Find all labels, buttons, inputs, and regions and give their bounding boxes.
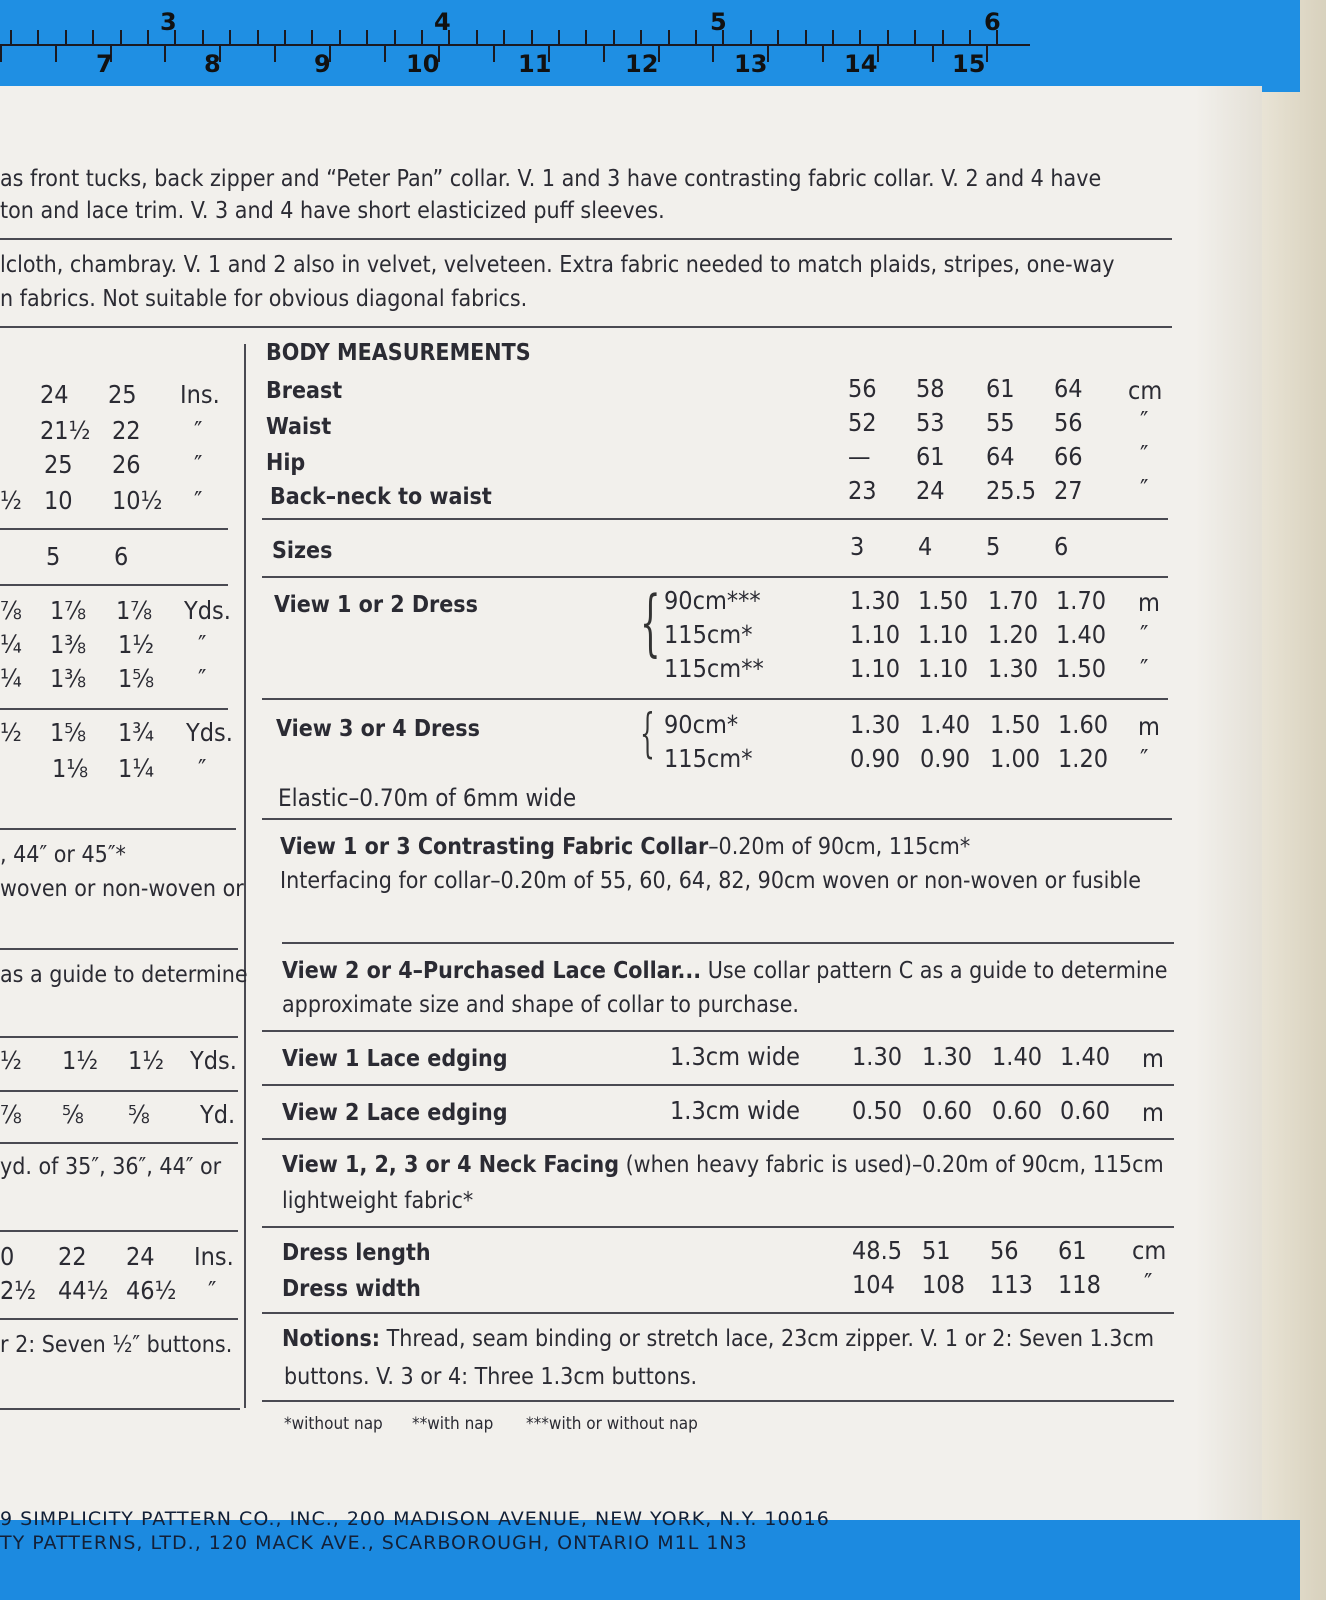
ruler-tick xyxy=(887,30,889,44)
fabric-width: 90cm*** xyxy=(664,586,761,615)
imperial-waist-6: 22 xyxy=(112,416,141,445)
unit-cm: cm xyxy=(1132,1236,1167,1265)
ruler-cm-8: 8 xyxy=(204,50,221,78)
unit-m: m xyxy=(1142,1098,1164,1127)
ruler-inch-4: 4 xyxy=(434,8,451,36)
brace: { xyxy=(640,580,661,664)
ruler-tick xyxy=(805,30,807,44)
ruler-tick-cm xyxy=(384,46,386,62)
ruler-tick xyxy=(65,30,67,44)
imperial-breast-5: 24 xyxy=(40,380,69,409)
imperial-v34-val: 1¾ xyxy=(118,718,155,747)
lace-edging-1-label: View 1 Lace edging xyxy=(282,1046,508,1072)
yardage-value: 1.50 xyxy=(990,710,1041,739)
ruler-tick xyxy=(777,30,779,44)
imperial-collar-line-1: , 44″ or 45″* xyxy=(0,842,126,868)
fabric-width: 90cm* xyxy=(664,710,739,739)
neck-facing-line xyxy=(282,1152,1164,1178)
footnote-with-or-without-nap: ***with or without nap xyxy=(526,1414,698,1434)
divider xyxy=(262,1312,1174,1314)
divider xyxy=(262,518,1168,520)
ruler-tick xyxy=(339,30,341,44)
imperial-lace1-val: 1½ xyxy=(62,1046,99,1075)
ditto-mark: ″ xyxy=(194,450,203,479)
divider xyxy=(262,1138,1174,1140)
imperial-breast-6: 25 xyxy=(108,380,137,409)
ruler-tick xyxy=(613,30,615,44)
imperial-lace2-val: ⅝ xyxy=(62,1100,84,1129)
lace-collar-line xyxy=(282,958,1167,984)
imperial-v34-val: ½ xyxy=(0,718,22,747)
collar-label: View 1 or 3 Contrasting Fabric Collar xyxy=(280,834,709,860)
imperial-lace-collar: as a guide to determine xyxy=(0,962,248,988)
publisher-footer xyxy=(0,1508,1300,1600)
imperial-width-val: 44½ xyxy=(58,1276,109,1305)
waist-size-4: 53 xyxy=(916,408,945,437)
width-value: 118 xyxy=(1058,1270,1101,1299)
ruler-cm-9: 9 xyxy=(314,50,331,78)
width-value: 113 xyxy=(990,1270,1033,1299)
breast-size-4: 58 xyxy=(916,374,945,403)
collar-yardage: –0.20m of 90cm, 115cm* xyxy=(708,834,971,860)
imperial-v12-val: ⅞ xyxy=(0,596,22,625)
yardage-value: 1.40 xyxy=(920,710,971,739)
yardage-value: 1.10 xyxy=(850,620,901,649)
divider xyxy=(0,828,236,830)
hip-size-3: — xyxy=(848,442,871,471)
lace-collar-line-2: approximate size and shape of collar to purchase. xyxy=(282,992,800,1018)
yardage-value: 1.60 xyxy=(1058,710,1109,739)
yardage-value: 1.20 xyxy=(988,620,1039,649)
yardage-value: 0.90 xyxy=(920,744,971,773)
divider xyxy=(0,1230,238,1232)
yardage-value: 1.70 xyxy=(988,586,1039,615)
imperial-width-val: 46½ xyxy=(126,1276,177,1305)
divider xyxy=(0,1090,238,1092)
waist-size-5: 55 xyxy=(986,408,1015,437)
imperial-unit: Yd. xyxy=(200,1100,236,1129)
ditto-mark: ″ xyxy=(1140,440,1149,469)
lace-edging-2-label: View 2 Lace edging xyxy=(282,1100,508,1126)
view34-dress-label: View 3 or 4 Dress xyxy=(276,716,480,742)
imperial-v12-val: ¼ xyxy=(0,664,22,693)
yardage-value: 1.40 xyxy=(992,1042,1043,1071)
ruler-tick xyxy=(942,30,944,44)
yardage-value: 1.50 xyxy=(918,586,969,615)
brace: { xyxy=(640,704,655,764)
ruler-tick xyxy=(832,30,834,44)
fabric-width: 115cm* xyxy=(664,744,753,773)
notions-line xyxy=(282,1326,1154,1352)
column-divider xyxy=(244,344,246,1408)
yardage-value: 1.00 xyxy=(990,744,1041,773)
size-4: 4 xyxy=(918,532,933,561)
yardage-value: 0.60 xyxy=(992,1096,1043,1125)
breast-size-6: 64 xyxy=(1054,374,1083,403)
imperial-unit: Yds. xyxy=(184,596,231,625)
imperial-v12-val: 1⅝ xyxy=(118,664,155,693)
ruler-cm-14: 14 xyxy=(844,50,878,78)
unit-cm: cm xyxy=(1128,376,1163,405)
imperial-v34-val: 1⅝ xyxy=(50,718,87,747)
back-size-4: 24 xyxy=(916,476,945,505)
unit-m: m xyxy=(1138,588,1160,617)
ruler-tick-cm xyxy=(767,46,769,62)
ruler-tick-cm xyxy=(986,46,988,62)
imperial-length-val: 0 xyxy=(0,1242,15,1271)
ditto-mark: ″ xyxy=(1140,620,1149,649)
notions-text: Thread, seam binding or stretch lace, 23cm zipper. V. 1 or 2: Seven 1.3cm xyxy=(380,1326,1154,1352)
ruler-tick xyxy=(202,30,204,44)
ruler-tick xyxy=(969,30,971,44)
ruler-tick-cm xyxy=(603,46,605,62)
imperial-width-val: 2½ xyxy=(0,1276,37,1305)
ruler-tick xyxy=(92,30,94,44)
ruler-tick xyxy=(311,30,313,44)
divider xyxy=(0,584,228,586)
yardage-value: 1.30 xyxy=(922,1042,973,1071)
yardage-value: 0.90 xyxy=(850,744,901,773)
back-size-3: 23 xyxy=(848,476,877,505)
waist-size-3: 52 xyxy=(848,408,877,437)
ruler-tick xyxy=(585,30,587,44)
ruler-tick-cm xyxy=(822,46,824,62)
imperial-back-4: ½ xyxy=(0,486,22,515)
imperial-back-5: 10 xyxy=(44,486,73,515)
divider xyxy=(262,576,1168,578)
imperial-neck-facing: yd. of 35″, 36″, 44″ or xyxy=(0,1154,222,1180)
imperial-unit: Yds. xyxy=(186,718,233,747)
ruler-tick xyxy=(476,30,478,44)
imperial-hip-5: 25 xyxy=(44,450,73,479)
dress-length-label: Dress length xyxy=(282,1240,431,1266)
ruler-tick xyxy=(284,30,286,44)
ruler-cm-15: 15 xyxy=(952,50,986,78)
yardage-value: 1.30 xyxy=(988,654,1039,683)
ruler-tick xyxy=(503,30,505,44)
divider xyxy=(262,1030,1174,1032)
imperial-lace2-val: ⅝ xyxy=(128,1100,150,1129)
size-5: 5 xyxy=(986,532,1001,561)
ruler-cm-12: 12 xyxy=(625,50,659,78)
imperial-v12-val: 1⅜ xyxy=(50,630,87,659)
imperial-size-6: 6 xyxy=(114,542,129,571)
imperial-length-val: 22 xyxy=(58,1242,87,1271)
breast-size-3: 56 xyxy=(848,374,877,403)
divider xyxy=(262,818,1172,820)
imperial-back-6: 10½ xyxy=(112,486,163,515)
imperial-v34-val: 1⅛ xyxy=(52,754,89,783)
notions-line-2: buttons. V. 3 or 4: Three 1.3cm buttons. xyxy=(284,1364,698,1390)
interfacing-line: Interfacing for collar–0.20m of 55, 60, 64, 82, 90cm woven or non-woven or fusible xyxy=(280,868,1141,894)
imperial-v12-val: 1½ xyxy=(118,630,155,659)
yardage-value: 1.30 xyxy=(852,1042,903,1071)
description-line-1: as front tucks, back zipper and “Peter Pan” collar. V. 1 and 3 have contrasting fabric collar. V. 2 and 4 have xyxy=(0,166,1102,192)
ruler-tick-cm xyxy=(274,46,276,62)
ruler-tick-cm xyxy=(164,46,166,62)
imperial-v12-val: ¼ xyxy=(0,630,22,659)
ruler-tick xyxy=(558,30,560,44)
ditto-mark: ″ xyxy=(1140,654,1149,683)
ruler-tick xyxy=(147,30,149,44)
imperial-v12-val: 1⅜ xyxy=(50,664,87,693)
back-size-6: 27 xyxy=(1054,476,1083,505)
ruler-tick-cm xyxy=(932,46,934,62)
divider xyxy=(282,942,1174,944)
yardage-value: 1.40 xyxy=(1060,1042,1111,1071)
fabrics-line-2: n fabrics. Not suitable for obvious diagonal fabrics. xyxy=(0,286,528,312)
ditto-mark: ″ xyxy=(198,630,207,659)
waist-size-6: 56 xyxy=(1054,408,1083,437)
divider xyxy=(0,1036,238,1038)
ruler-tick xyxy=(394,30,396,44)
imperial-waist-5: 21½ xyxy=(40,416,91,445)
ruler-cm-10: 10 xyxy=(406,50,440,78)
divider xyxy=(262,698,1168,700)
ruler-tick xyxy=(366,30,368,44)
neck-facing-text: (when heavy fabric is used)–0.20m of 90cm, 115cm xyxy=(619,1152,1164,1178)
ruler-tick xyxy=(421,30,423,44)
dress-width-label: Dress width xyxy=(282,1276,421,1302)
fabrics-line-1: lcloth, chambray. V. 1 and 2 also in velvet, velveteen. Extra fabric needed to match plaids, stripes, one-way xyxy=(0,252,1115,278)
ruler-cm-11: 11 xyxy=(518,50,552,78)
imperial-v34-val: 1¼ xyxy=(118,754,155,783)
yardage-value: 0.60 xyxy=(922,1096,973,1125)
ruler-tick-cm xyxy=(55,46,57,62)
ruler-tick xyxy=(640,30,642,44)
yardage-value: 1.40 xyxy=(1056,620,1107,649)
lace-edging-1-width: 1.3cm wide xyxy=(670,1042,800,1071)
row-label-breast: Breast xyxy=(266,378,343,404)
yardage-value: 1.10 xyxy=(918,654,969,683)
size-3: 3 xyxy=(850,532,865,561)
size-6: 6 xyxy=(1054,532,1069,561)
imperial-v12-val: 1⅞ xyxy=(116,596,153,625)
yardage-value: 0.50 xyxy=(852,1096,903,1125)
fabric-width: 115cm** xyxy=(664,654,764,683)
hip-size-4: 61 xyxy=(916,442,945,471)
ditto-mark: ″ xyxy=(194,486,203,515)
footnote-with-nap: **with nap xyxy=(412,1414,494,1434)
body-measurements-heading: BODY MEASUREMENTS xyxy=(266,340,531,366)
row-label-back-neck: Back–neck to waist xyxy=(270,484,492,510)
row-label-waist: Waist xyxy=(266,414,332,440)
yardage-value: 1.10 xyxy=(918,620,969,649)
ruler-inch-6: 6 xyxy=(984,8,1001,36)
notions-label: Notions: xyxy=(282,1326,381,1352)
ditto-mark: ″ xyxy=(1140,474,1149,503)
divider xyxy=(262,1400,1174,1402)
imperial-unit: Yds. xyxy=(190,1046,237,1075)
imperial-v12-val: 1⅞ xyxy=(50,596,87,625)
ruler-inch-3: 3 xyxy=(160,8,177,36)
ruler-tick xyxy=(668,30,670,44)
imperial-lace1-val: ½ xyxy=(0,1046,22,1075)
neck-facing-label: View 1, 2, 3 or 4 Neck Facing xyxy=(282,1152,620,1178)
fabric-width: 115cm* xyxy=(664,620,753,649)
ditto-mark: ″ xyxy=(1144,1268,1153,1297)
imperial-lace2-val: ⅞ xyxy=(0,1100,22,1129)
length-value: 48.5 xyxy=(852,1236,903,1265)
envelope-edge xyxy=(1260,0,1326,1600)
description-line-2: ton and lace trim. V. 3 and 4 have short elasticized puff sleeves. xyxy=(0,198,665,224)
divider xyxy=(0,1142,238,1144)
ruler-tick xyxy=(914,30,916,44)
ruler-baseline xyxy=(0,44,1030,46)
length-value: 51 xyxy=(922,1236,951,1265)
lace-edging-2-width: 1.3cm wide xyxy=(670,1096,800,1125)
elastic-note: Elastic–0.70m of 6mm wide xyxy=(278,784,577,812)
unit-m: m xyxy=(1138,712,1160,741)
ruler-tick-cm xyxy=(712,46,714,62)
imperial-collar-line-2: woven or non-woven or xyxy=(0,876,244,902)
imperial-length-val: 24 xyxy=(126,1242,155,1271)
divider xyxy=(0,1408,240,1410)
ruler-tick xyxy=(257,30,259,44)
ditto-mark: ″ xyxy=(208,1276,217,1305)
publisher-address-us: 9 SIMPLICITY PATTERN CO., INC., 200 MADISON AVENUE, NEW YORK, N.Y. 10016 xyxy=(0,1508,830,1530)
imperial-notions: r 2: Seven ½″ buttons. xyxy=(0,1332,233,1358)
length-value: 61 xyxy=(1058,1236,1087,1265)
yardage-value: 1.70 xyxy=(1056,586,1107,615)
neck-facing-line-2: lightweight fabric* xyxy=(282,1188,474,1214)
imperial-unit: Ins. xyxy=(194,1242,234,1271)
ditto-mark: ″ xyxy=(198,664,207,693)
imperial-unit: Ins. xyxy=(180,380,220,409)
sizes-label: Sizes xyxy=(272,538,333,564)
ruler-cm-13: 13 xyxy=(734,50,768,78)
row-label-hip: Hip xyxy=(266,450,306,476)
ditto-mark: ″ xyxy=(194,416,203,445)
width-value: 108 xyxy=(922,1270,965,1299)
yardage-value: 1.30 xyxy=(850,586,901,615)
divider xyxy=(262,1084,1174,1086)
imperial-hip-6: 26 xyxy=(112,450,141,479)
ditto-mark: ″ xyxy=(1140,744,1149,773)
ruler-tick xyxy=(10,30,12,44)
ruler-tick-cm xyxy=(493,46,495,62)
back-size-5: 25.5 xyxy=(986,476,1037,505)
yardage-value: 1.50 xyxy=(1056,654,1107,683)
measuring-ruler xyxy=(0,0,1300,92)
divider xyxy=(0,948,238,950)
hip-size-5: 64 xyxy=(986,442,1015,471)
publisher-address-canada: TY PATTERNS, LTD., 120 MACK AVE., SCARBOROUGH, ONTARIO M1L 1N3 xyxy=(0,1532,748,1554)
lace-collar-text: Use collar pattern C as a guide to determine xyxy=(701,958,1168,984)
footnote-without-nap: *without nap xyxy=(284,1414,383,1434)
divider xyxy=(0,1318,238,1320)
yardage-value: 1.20 xyxy=(1058,744,1109,773)
contrasting-collar-line xyxy=(280,834,970,860)
ditto-mark: ″ xyxy=(1140,406,1149,435)
divider xyxy=(0,238,1172,240)
imperial-size-5: 5 xyxy=(46,542,61,571)
ditto-mark: ″ xyxy=(198,754,207,783)
ruler-tick xyxy=(531,30,533,44)
lace-collar-label: View 2 or 4–Purchased Lace Collar... xyxy=(282,958,702,984)
ruler-tick xyxy=(695,30,697,44)
yardage-value: 0.60 xyxy=(1060,1096,1111,1125)
ruler-inch-5: 5 xyxy=(710,8,727,36)
ruler-tick xyxy=(750,30,752,44)
divider xyxy=(0,326,1172,328)
ruler-tick xyxy=(859,30,861,44)
breast-size-5: 61 xyxy=(986,374,1015,403)
divider xyxy=(262,1226,1174,1228)
ruler-tick xyxy=(37,30,39,44)
yardage-value: 1.10 xyxy=(850,654,901,683)
unit-m: m xyxy=(1142,1044,1164,1073)
divider xyxy=(0,528,228,530)
ruler-tick-cm xyxy=(0,46,2,62)
divider xyxy=(0,708,228,710)
view12-dress-label: View 1 or 2 Dress xyxy=(274,592,478,618)
ruler-cm-7: 7 xyxy=(96,50,113,78)
ruler-tick xyxy=(120,30,122,44)
hip-size-6: 66 xyxy=(1054,442,1083,471)
imperial-lace1-val: 1½ xyxy=(128,1046,165,1075)
length-value: 56 xyxy=(990,1236,1019,1265)
width-value: 104 xyxy=(852,1270,895,1299)
yardage-value: 1.30 xyxy=(850,710,901,739)
ruler-tick xyxy=(229,30,231,44)
